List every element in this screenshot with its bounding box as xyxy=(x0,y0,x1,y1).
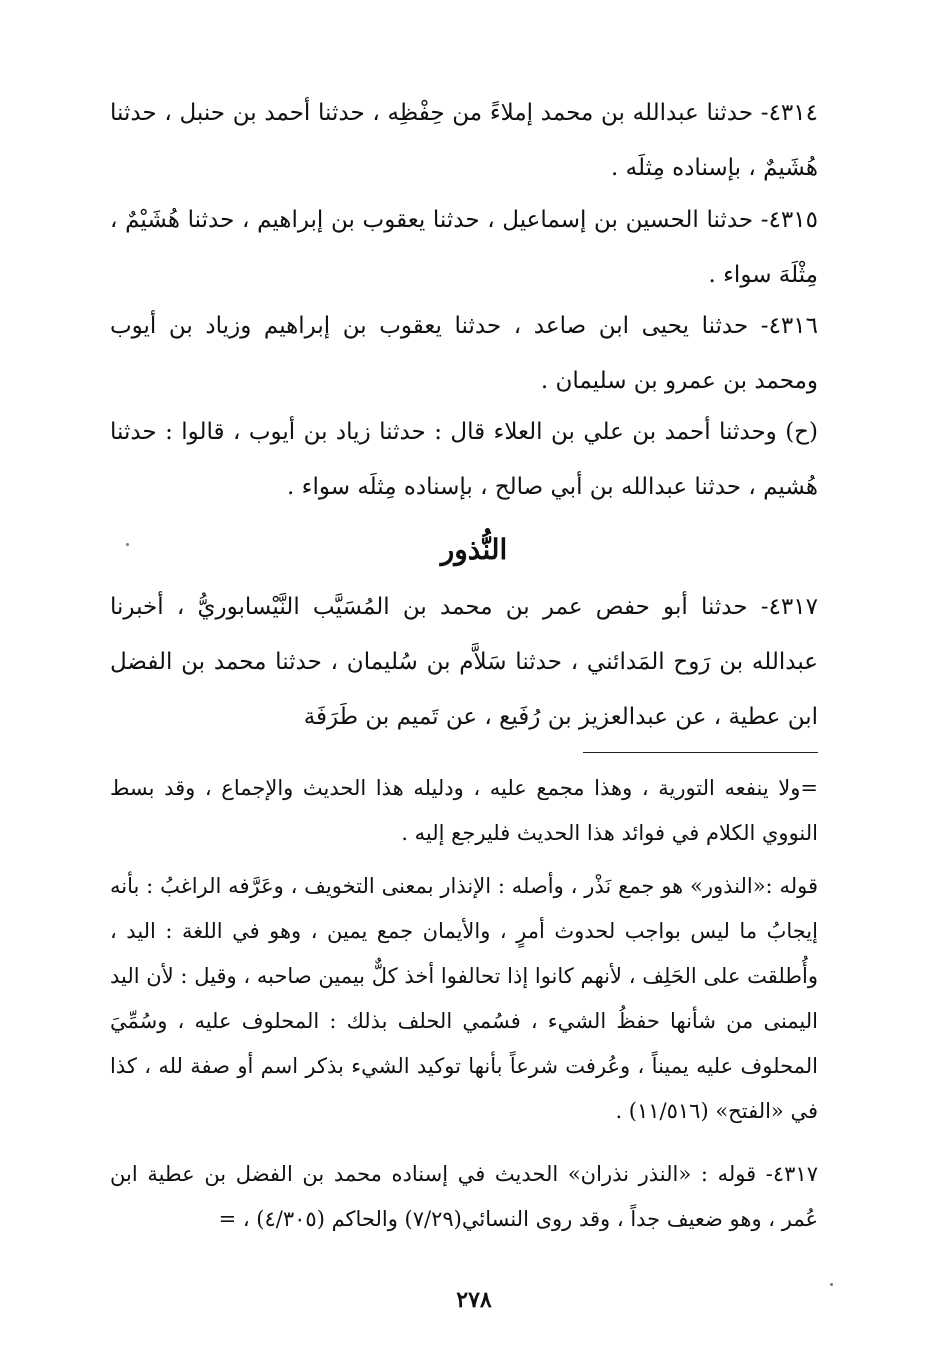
hadith-4316-alt-chain: (ح) وحدثنا أحمد بن علي بن العلاء قال : حدثنا زياد بن أيوب ، قالوا : حدثنا هُشيم ، حدثنا عبدالله بن أبي صالح ، بإسناده مِثلَه سواء . xyxy=(110,419,818,500)
footnote-continuation: =ولا ينفعه التورية ، وهذا مجمع عليه ، ودليله هذا الحديث والإجماع ، وقد بسط النووي الكلام في فوائد هذا الحديث فليرجع إليه . xyxy=(110,776,818,845)
hadith-4315: ٤٣١٥- حدثنا الحسين بن إسماعيل ، حدثنا يعقوب بن إبراهيم ، حدثنا هُشَيْمٌ ، مِثْلَهَ سواء . xyxy=(110,207,818,288)
scan-speck xyxy=(830,1283,833,1286)
hadith-4316: ٤٣١٦- حدثنا يحيى ابن صاعد ، حدثنا يعقوب بن إبراهيم وزياد بن أيوب ومحمد بن عمرو بن سليمان . xyxy=(110,313,818,394)
footnote-4317: ٤٣١٧- قوله : «النذر نذران» الحديث في إسناده محمد بن الفضل بن عطية ابن عُمر ، وهو ضعيف جداً ، وقد روى النسائي(٧/٢٩) والحاكم (٤/٣٠٥) ، = xyxy=(110,1162,818,1231)
footnote-nudhur-definition: قوله :«النذور» هو جمع نَذْر ، وأصله : الإنذار بمعنى التخويف ، وعَرَّفه الراغبُ : بأنه إيجابُ ما ليس بواجب لحدوث أمرٍ ، والأيمان جمع يمين ، وهو في اللغة : اليد ، وأُطلقت على الحَلِف ، لأنهم كانوا إذا تحالفوا أخذ كلٌّ بيمين صاحبه ، وقيل : لأن اليد اليمنى من شأنها حفظُ الشيء ، فسُمي الحلف بذلك : المحلوف عليه ، وسُمِّيَ المحلوف عليه يميناً ، وعُرفت شرعاً بأنها توكيد الشيء بذكر اسم أو صفة لله ، كذا في «الفتح» (١١/٥١٦) . xyxy=(110,874,818,1123)
footnote-divider xyxy=(583,752,818,753)
hadith-4317: ٤٣١٧- حدثنا أبو حفص عمر بن محمد بن المُسَيَّب النَّيْسابوريُّ ، أخبرنا عبدالله بن رَوح المَدائني ، حدثنا سَلاَّم بن سُليمان ، حدثنا محمد بن الفضل ابن عطية ، عن عبدالعزيز بن رُفَيع ، عن تَميم بن طَرَفَة xyxy=(110,594,818,730)
hadith-4314: ٤٣١٤- حدثنا عبدالله بن محمد إملاءً من حِفْظِه ، حدثنا أحمد بن حنبل ، حدثنا هُشَيمٌ ، بإسناده مِثلَه . xyxy=(110,100,818,181)
scan-speck xyxy=(126,543,129,546)
page-number: ٢٧٨ xyxy=(456,1287,492,1313)
section-heading: النُّذور xyxy=(440,533,508,566)
